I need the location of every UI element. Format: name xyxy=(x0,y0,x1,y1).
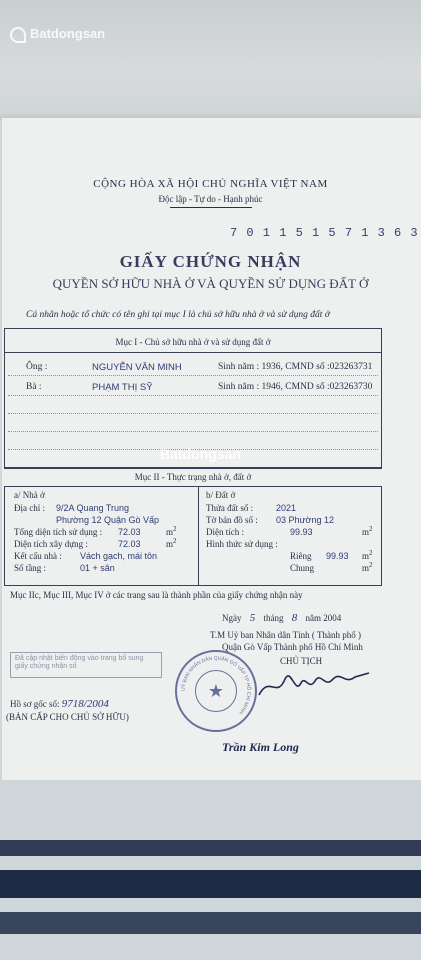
serial-number: 7 0 1 1 5 1 5 7 1 3 6 3 xyxy=(230,226,419,240)
batdongsan-logo-icon xyxy=(10,27,26,43)
shared-unit: $m^2$ xyxy=(362,561,373,573)
signature xyxy=(255,665,375,710)
star-icon: ★ xyxy=(207,681,225,701)
background-top xyxy=(0,0,421,120)
plot-label: Thửa đất số : xyxy=(206,503,254,513)
motto-underline xyxy=(170,207,252,208)
authority-line2: Quận Gò Vấp Thành phố Hồ Chí Minh xyxy=(222,642,363,652)
fabric-stripe xyxy=(0,840,421,856)
usage-label: Hình thức sử dụng : xyxy=(206,539,278,549)
certificate-subtitle: QUYỀN SỞ HỮU NHÀ Ở VÀ QUYỀN SỬ DỤNG ĐẤT Ở xyxy=(52,276,369,291)
dotted-line xyxy=(8,375,378,376)
republic-heading: CỘNG HÒA XÃ HỘI CHỦ NGHĨA VIỆT NAM xyxy=(93,178,328,190)
column-divider xyxy=(198,486,199,586)
private-value: 99.93 xyxy=(326,551,349,561)
dotted-line xyxy=(8,431,378,432)
land-area-unit: $m^2$ xyxy=(362,525,373,537)
map-label: Tờ bản đồ số : xyxy=(206,515,258,525)
structure-label: Kết cấu nhà : xyxy=(14,551,62,561)
fabric-stripe xyxy=(0,912,421,934)
land-area-label: Diện tích : xyxy=(206,527,244,537)
section1-heading: Mục I - Chủ sở hữu nhà ở và sử dụng đất ở xyxy=(115,337,271,347)
section2-heading: Mục II - Thực trạng nhà ở, đất ở xyxy=(134,472,252,482)
owner1-birth: Sinh năm : 1936, CMND số :023263731 xyxy=(218,362,373,372)
floors-label: Số tầng : xyxy=(14,563,47,573)
land-area-value: 99.93 xyxy=(290,527,313,537)
total-area-value: 72.03 xyxy=(118,527,141,537)
certificate-title: GIẤY CHỨNG NHẬN xyxy=(119,252,302,271)
private-label: Riêng xyxy=(290,551,312,561)
signing-date: Ngày 5 tháng 8 năm 2004 xyxy=(222,612,342,624)
authority-line1: T.M Uỷ ban Nhân dân Tỉnh ( Thành phố ) xyxy=(210,630,361,640)
address-line2: Phường 12 Quận Gò Vấp xyxy=(56,515,159,525)
copy-note: (BẢN CẤP CHO CHỦ SỞ HỮU) xyxy=(6,712,129,722)
record-number: Hồ sơ gốc số: 9718/2004 xyxy=(10,698,109,710)
total-area-unit: $m^2$ xyxy=(166,525,177,537)
footer-note: Mục IIc, Mục III, Mục IV ở các trang sau là thành phần của giấy chứng nhận này xyxy=(10,590,303,600)
owner2-prefix: Bà : xyxy=(26,382,42,392)
official-seal xyxy=(175,650,257,732)
chair-title: CHỦ TỊCH xyxy=(280,656,323,666)
seal-text: UỶ BAN NHÂN DÂN QUẬN GÒ VẤP TP HỒ CHÍ MINH xyxy=(181,656,251,715)
fabric-stripe xyxy=(0,870,421,898)
update-stamp: Đã cập nhật biến động vào trang bổ sung giấy chứng nhận số xyxy=(10,652,162,678)
plot-value: 2021 xyxy=(276,503,297,513)
signature-scribble xyxy=(255,665,375,705)
dotted-line xyxy=(8,395,378,396)
owner2-birth: Sinh năm : 1946, CMND số :023263730 xyxy=(218,382,373,392)
land-heading: b/ Đất ở xyxy=(206,490,236,500)
divider xyxy=(4,352,382,353)
signer-name: Trần Kim Long xyxy=(222,740,299,754)
total-area-label: Tổng diện tích sử dụng : xyxy=(14,527,103,537)
motto: Độc lập - Tự do - Hạnh phúc xyxy=(158,194,263,204)
shared-label: Chung xyxy=(290,563,315,573)
owner1-prefix: Ông : xyxy=(26,362,48,372)
owner1-name: NGUYỄN VĂN MINH xyxy=(92,362,182,373)
preamble: Cá nhân hoặc tổ chức có tên ghi tại mục I là chủ sở hữu nhà ở và sử dụng đất ở xyxy=(26,310,330,320)
address-label: Địa chỉ : xyxy=(14,503,45,513)
built-area-unit: $m^2$ xyxy=(166,537,177,549)
owner2-name: PHẠM THỊ SỸ xyxy=(92,382,153,393)
private-unit: $m^2$ xyxy=(362,549,373,561)
divider xyxy=(4,468,382,469)
built-area-value: 72.03 xyxy=(118,539,141,549)
structure-value: Vách gạch, mái tôn xyxy=(80,551,158,561)
dotted-line xyxy=(8,413,378,414)
watermark-top: Batdongsan xyxy=(10,26,105,43)
address-line1: 9/2A Quang Trung xyxy=(56,503,130,513)
floors-value: 01 + sân xyxy=(80,563,115,573)
map-value: 03 Phường 12 xyxy=(276,515,334,525)
seal-ring-text xyxy=(177,652,255,730)
house-heading: a/ Nhà ở xyxy=(14,490,45,500)
built-area-label: Diện tích xây dựng : xyxy=(14,539,88,549)
watermark-middle: Batdongsan xyxy=(160,446,241,462)
